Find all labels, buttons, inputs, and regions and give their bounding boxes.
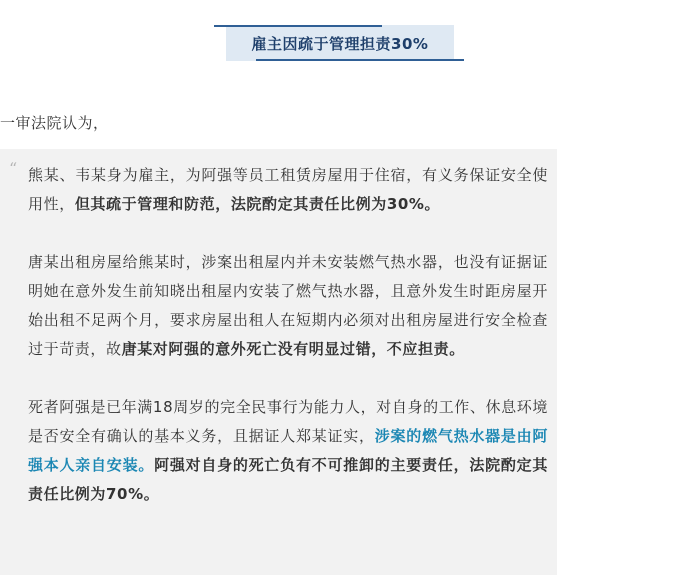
heading-top-rule [214, 25, 382, 27]
p2-emphasis: 唐某对阿强的意外死亡没有明显过错，不应担责。 [121, 340, 465, 358]
p3-emphasis: 阿强对自身的死亡负有不可推卸的主要责任，法院酌定其责任比例为70%。 [28, 456, 548, 503]
quote-paragraph-2 [28, 248, 548, 364]
p2-text: 唐某出租房屋给熊某时，涉案出租屋内并未安装燃气热水器，也没有证据证明她在意外发生前知晓出租屋内安装了燃气热水器，且意外发生时距房屋开始出租不足两个月，要求房屋出租人在短期内必须对出租房屋进行安全检查过于苛责，故 [28, 253, 548, 358]
quote-block [0, 149, 557, 575]
heading-box [226, 25, 454, 61]
quote-paragraph-1 [28, 161, 548, 219]
heading-title: 雇主因疏于管理担责30% [251, 34, 429, 53]
p1-emphasis: 但其疏于管理和防范，法院酌定其责任比例为30%。 [74, 195, 441, 213]
section-heading [226, 25, 454, 63]
heading-bottom-rule [256, 59, 464, 61]
p1-text: 熊某、韦某身为雇主，为阿强等员工租赁房屋用于住宿，有义务保证安全使用性， [28, 166, 548, 213]
quote-mark-icon: “ [9, 159, 18, 178]
p3-highlight: 涉案的燃气热水器是由阿强本人亲自安装。 [28, 427, 549, 474]
quote-content [28, 161, 548, 538]
p3-text: 死者阿强是已年满18周岁的完全民事行为能力人，对自身的工作、休息环境是否安全有确认的基本义务，且据证人郑某证实， [28, 398, 548, 445]
quote-paragraph-3 [28, 393, 548, 509]
intro-text: 一审法院认为， [0, 114, 109, 132]
